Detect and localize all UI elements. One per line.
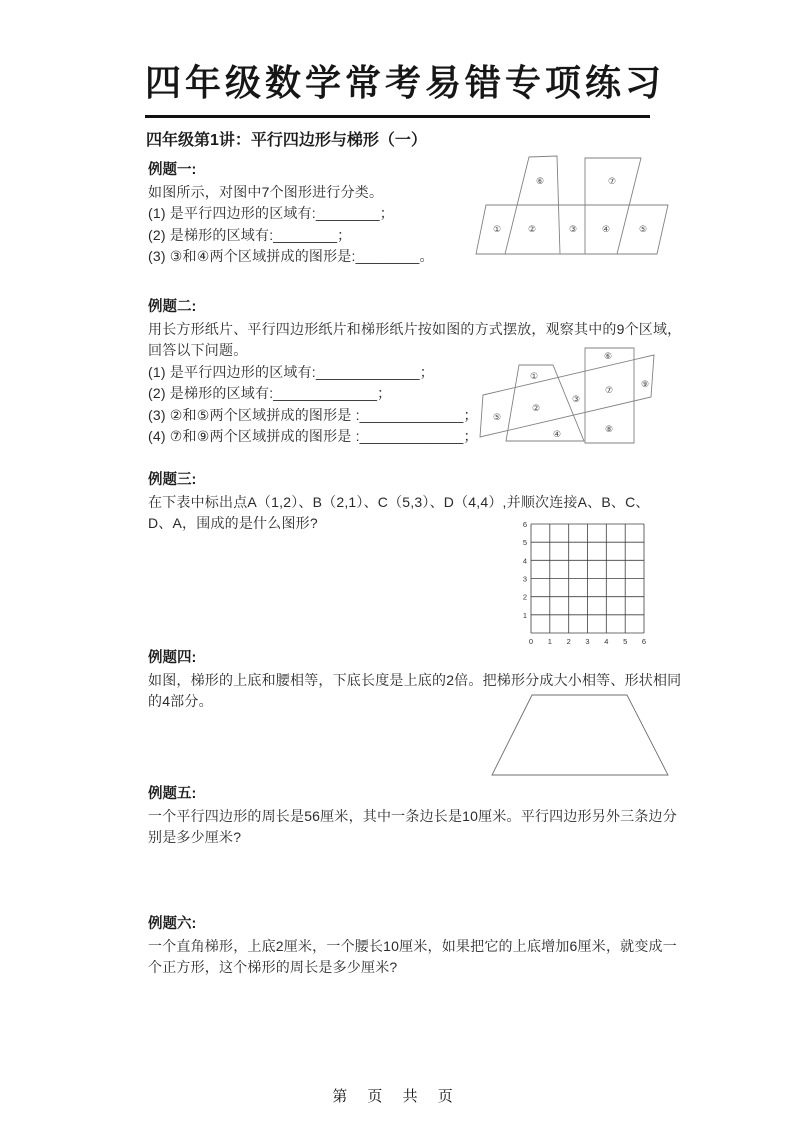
y-tick: 3: [522, 574, 527, 584]
y-tick: 2: [522, 592, 527, 602]
problem-4-heading: 例题四:: [148, 650, 197, 666]
problem-5-heading: 例题五:: [148, 786, 197, 802]
region-label: ⑨: [640, 379, 650, 389]
problem-line: (2) 是梯形的区域有:_____________；: [148, 385, 392, 401]
problem-line: (3) ②和⑤两个区域拼成的图形是 :_____________；: [148, 406, 478, 423]
region-label: ①: [492, 224, 502, 234]
problem-line: 如图所示，对图中7个图形进行分类。: [148, 183, 384, 200]
x-tick: 2: [566, 637, 571, 646]
y-tick: 6: [522, 520, 527, 529]
figure-1-seven-regions: [473, 150, 673, 260]
problem-6: [148, 914, 677, 979]
page-title: 四年级数学常考易错专项练习: [145, 62, 666, 103]
problem-line: (1) 是平行四边形的区域有:_____________；: [148, 363, 434, 380]
region-label: ⑦: [604, 385, 614, 395]
page-footer: 第 页 共 页: [332, 1088, 461, 1105]
parallelogram-outline: [480, 355, 654, 437]
figure-3-coordinate-grid: [518, 515, 658, 647]
title-divider: [145, 115, 650, 118]
region-label: ⑧: [604, 424, 614, 434]
region-label: ③: [571, 394, 581, 404]
problem-line: 一个直角梯形，上底2厘米，一个腰长10厘米，如果把它的上底增加6厘米，就变成一: [148, 937, 677, 954]
x-tick: 0: [528, 637, 534, 646]
y-tick: 5: [522, 538, 527, 548]
problem-1-heading: 例题一:: [148, 162, 197, 178]
problem-line: 回答以下问题。: [148, 342, 248, 358]
problem-line: 用长方形纸片、平行四边形纸片和梯形纸片按如图的方式摆放，观察其中的9个区域，: [148, 320, 682, 337]
problem-line: 个正方形，这个梯形的周长是多少厘米?: [148, 959, 398, 975]
region-label: ⑥: [535, 176, 545, 186]
problem-line: (4) ⑦和⑨两个区域拼成的图形是 :_____________；: [148, 428, 478, 444]
problem-5: [148, 784, 677, 849]
problem-line: 如图，梯形的上底和腰相等，下底长度是上底的2倍。把梯形分成大小相等、形状相同: [148, 671, 682, 688]
region-label: ①: [529, 371, 539, 381]
problem-line: (3) ③和④两个区域拼成的图形是:________。: [148, 248, 434, 264]
quad-7-outline: [585, 158, 641, 254]
problem-line: (1) 是平行四边形的区域有:________；: [148, 205, 394, 221]
problem-line: (2) 是梯形的区域有:________；: [148, 226, 352, 243]
x-tick: 3: [585, 637, 590, 646]
x-tick: 4: [604, 637, 609, 646]
region-label: ④: [552, 429, 562, 439]
x-tick: 5: [623, 637, 628, 646]
problem-2-heading: 例题二:: [148, 299, 197, 315]
problem-line: 一个平行四边形的周长是56厘米，其中一条边长是10厘米。平行四边形另外三条边分: [148, 807, 677, 824]
problem-3-heading: 例题三:: [148, 472, 197, 488]
region-label: ②: [527, 224, 537, 234]
region-label: ⑤: [492, 412, 502, 422]
figure-4-trapezoid: [485, 690, 680, 785]
region-label: ②: [531, 403, 541, 413]
region-label: ③: [568, 224, 578, 234]
region-label: ⑥: [603, 351, 613, 361]
x-tick: 1: [547, 637, 552, 646]
problem-line: 别是多少厘米?: [148, 829, 242, 845]
problem-line: 在下表中标出点A（1,2）、B（2,1）、C（5,3）、D（4,4）,并顺次连接A、B、C、: [148, 493, 650, 510]
region-label: ④: [601, 224, 611, 234]
trapezoid-outline: [492, 695, 668, 775]
y-tick: 4: [522, 556, 527, 566]
lesson-subtitle: 四年级第1讲：平行四边形与梯形（一）: [146, 132, 427, 149]
x-tick: 6: [641, 637, 647, 646]
region-label: ⑦: [607, 176, 617, 186]
problem-1: [148, 160, 434, 268]
problem-6-heading: 例题六:: [148, 916, 197, 932]
y-tick: 1: [522, 610, 527, 620]
problem-line: D、A，围成的是什么图形?: [148, 515, 318, 531]
figure-2-nine-regions: [478, 344, 703, 449]
region-label: ⑤: [638, 224, 648, 234]
problem-line: 的4部分。: [148, 693, 213, 709]
